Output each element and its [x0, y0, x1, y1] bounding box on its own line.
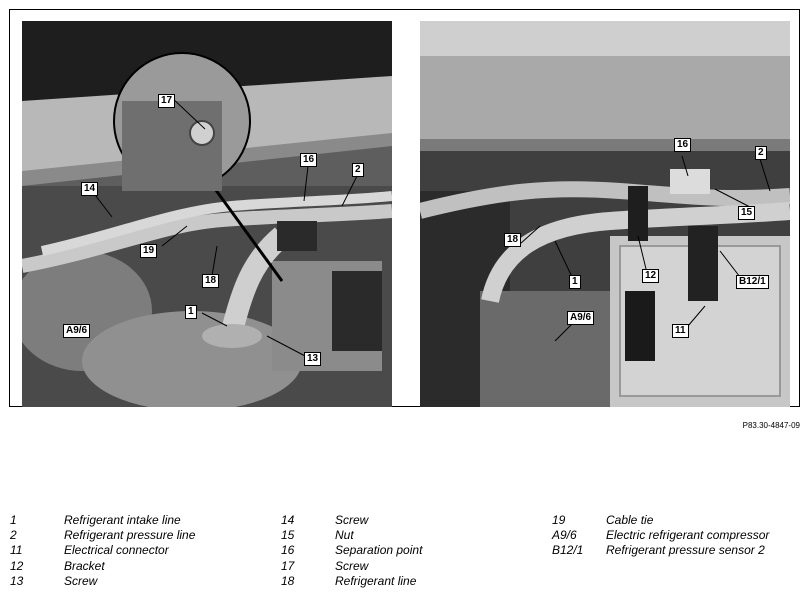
legend-code: 14: [281, 513, 295, 527]
legend-text: Bracket: [64, 558, 105, 573]
legend-code: B12/1: [552, 543, 584, 558]
legend-code: 12: [10, 558, 24, 573]
callout-13: 13: [304, 352, 321, 366]
callout-18: 18: [202, 274, 219, 288]
legend-column-2: [281, 513, 541, 589]
legend-row: [10, 513, 270, 528]
legend-row: [281, 528, 541, 543]
callout-2: 2: [755, 146, 767, 160]
callout-b12-1: B12/1: [736, 275, 769, 289]
legend-column-3: [552, 513, 802, 559]
legend-text: Screw: [335, 513, 369, 527]
legend-text: Screw: [64, 573, 98, 588]
legend-row: [10, 528, 270, 543]
legend-code: 16: [281, 543, 295, 558]
legend-code: 18: [281, 573, 295, 588]
legend-code: 19: [552, 513, 566, 527]
legend-text: Refrigerant pressure sensor 2: [606, 543, 765, 558]
legend-row: [10, 574, 270, 589]
legend-row: [552, 543, 802, 558]
legend-code: 13: [10, 573, 24, 588]
callout-19: 19: [140, 244, 157, 258]
callout-18: 18: [504, 233, 521, 247]
callout-16: 16: [300, 153, 317, 167]
callout-a9-6: A9/6: [567, 311, 594, 325]
callout-1: 1: [185, 305, 197, 319]
figure-frame: [9, 9, 800, 407]
figure-reference: P83.30-4847-09: [742, 421, 800, 430]
legend-row: [281, 513, 541, 528]
callout-17: 17: [158, 94, 175, 108]
legend-text: Refrigerant pressure line: [64, 528, 196, 543]
legend-code: 17: [281, 558, 295, 573]
legend-code: 1: [10, 513, 17, 527]
legend-row: [10, 543, 270, 558]
legend-code: 15: [281, 528, 295, 543]
legend-text: Screw: [335, 558, 369, 573]
callout-12: 12: [642, 269, 659, 283]
callout-11: 11: [672, 324, 689, 338]
legend-text: Nut: [335, 528, 354, 543]
legend-text: Electrical connector: [64, 543, 169, 558]
callout-1: 1: [569, 275, 581, 289]
callout-2: 2: [352, 163, 364, 177]
legend-row: [281, 559, 541, 574]
legend-row: [281, 543, 541, 558]
legend-row: [552, 528, 802, 543]
legend-row: [10, 559, 270, 574]
callout-16: 16: [674, 138, 691, 152]
legend-row: [281, 574, 541, 589]
callout-15: 15: [738, 206, 755, 220]
legend-text: Refrigerant line: [335, 573, 417, 588]
legend-column-1: [10, 513, 270, 589]
legend-row: [552, 513, 802, 528]
legend-text: Refrigerant intake line: [64, 513, 181, 527]
right-photo-drawing: [420, 21, 790, 407]
legend-code: A9/6: [552, 528, 577, 543]
right-photo: [420, 21, 790, 407]
callout-a9-6: A9/6: [63, 324, 90, 338]
legend-text: Separation point: [335, 543, 423, 558]
left-photo-drawing: [22, 21, 392, 407]
left-photo: [22, 21, 392, 407]
legend-text: Electric refrigerant compressor: [606, 528, 770, 543]
legend-text: Cable tie: [606, 513, 654, 527]
legend-code: 2: [10, 528, 17, 543]
legend-code: 11: [10, 543, 23, 558]
callout-14: 14: [81, 182, 98, 196]
